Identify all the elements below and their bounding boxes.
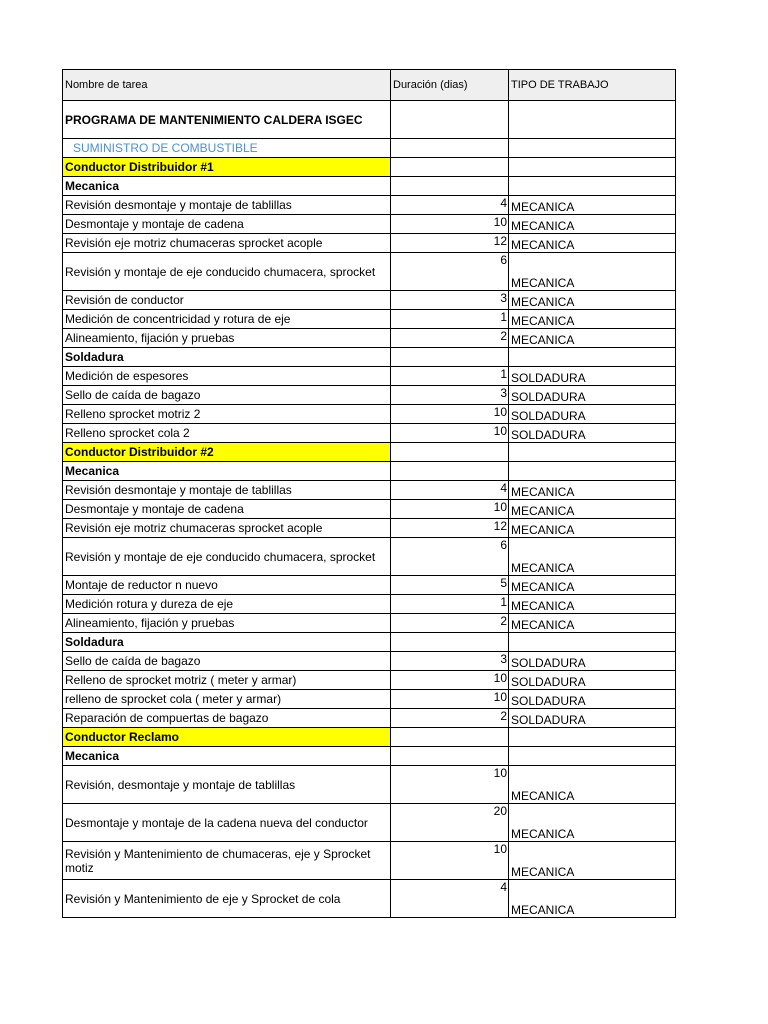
task-name: Revisión de conductor (63, 291, 391, 310)
table-row (63, 329, 676, 348)
task-name: Revisión y Mantenimiento de eje y Sprocket de cola (63, 880, 391, 918)
task-duration: 4 (391, 481, 509, 500)
task-work-type: MECANICA (509, 842, 676, 880)
task-duration: 10 (391, 424, 509, 443)
task-work-type: MECANICA (509, 253, 676, 291)
task-work-type: MECANICA (509, 576, 676, 595)
task-work-type: MECANICA (509, 500, 676, 519)
task-name: Montaje de reductor n nuevo (63, 576, 391, 595)
task-duration: 5 (391, 576, 509, 595)
table-row (63, 614, 676, 633)
table-row (63, 386, 676, 405)
task-name: Alineamiento, fijación y pruebas (63, 614, 391, 633)
task-work-type: SOLDADURA (509, 709, 676, 728)
task-duration: 2 (391, 329, 509, 348)
task-duration (391, 443, 509, 462)
program-title: PROGRAMA DE MANTENIMIENTO CALDERA ISGEC (63, 101, 391, 139)
task-name: Medición de concentricidad y rotura de eje (63, 310, 391, 329)
task-name: Relleno de sprocket motriz ( meter y armar) (63, 671, 391, 690)
group-row (63, 158, 676, 177)
task-work-type (509, 462, 676, 481)
task-duration: 12 (391, 519, 509, 538)
table-row (63, 215, 676, 234)
category-name: Mecanica (63, 462, 391, 481)
task-work-type (509, 348, 676, 367)
table-row (63, 253, 676, 291)
category-name: Soldadura (63, 633, 391, 652)
task-work-type (509, 158, 676, 177)
group-name: Conductor Distribuidor #2 (63, 443, 391, 462)
category-row (63, 348, 676, 367)
table-row (63, 595, 676, 614)
task-duration: 12 (391, 234, 509, 253)
task-work-type: SOLDADURA (509, 424, 676, 443)
task-name: Medición rotura y dureza de eje (63, 595, 391, 614)
task-name: relleno de sprocket cola ( meter y armar) (63, 690, 391, 709)
task-work-type (509, 633, 676, 652)
task-name: Revisión y montaje de eje conducido chumacera, sprocket (63, 253, 391, 291)
task-name: Relleno sprocket cola 2 (63, 424, 391, 443)
task-duration: 10 (391, 842, 509, 880)
program-title-row (63, 101, 676, 139)
table-row (63, 367, 676, 386)
task-duration: 10 (391, 690, 509, 709)
task-name: Revisión desmontaje y montaje de tablillas (63, 481, 391, 500)
task-duration (391, 633, 509, 652)
table-row (63, 310, 676, 329)
table-row (63, 196, 676, 215)
task-work-type: MECANICA (509, 196, 676, 215)
task-name: Revisión y Mantenimiento de chumaceras, eje y Sprocket motiz (63, 842, 391, 880)
task-work-type: SOLDADURA (509, 671, 676, 690)
task-duration: 2 (391, 614, 509, 633)
table-row (63, 291, 676, 310)
group-name: Conductor Distribuidor #1 (63, 158, 391, 177)
category-name: Soldadura (63, 348, 391, 367)
task-name: Relleno sprocket motriz 2 (63, 405, 391, 424)
table-row (63, 519, 676, 538)
table-row (63, 652, 676, 671)
task-work-type: SOLDADURA (509, 386, 676, 405)
task-duration: 6 (391, 253, 509, 291)
task-duration: 3 (391, 386, 509, 405)
table-row (63, 405, 676, 424)
task-work-type: SOLDADURA (509, 367, 676, 386)
task-work-type: MECANICA (509, 595, 676, 614)
task-work-type (509, 443, 676, 462)
task-name: Sello de caída de bagazo (63, 652, 391, 671)
header-task-name: Nombre de tarea (63, 70, 391, 101)
task-work-type (509, 728, 676, 747)
task-duration: 1 (391, 595, 509, 614)
task-work-type (509, 177, 676, 196)
task-work-type: MECANICA (509, 291, 676, 310)
category-row (63, 747, 676, 766)
task-duration: 1 (391, 367, 509, 386)
task-duration: 3 (391, 652, 509, 671)
section-title: SUMINISTRO DE COMBUSTIBLE (63, 139, 391, 158)
task-work-type: SOLDADURA (509, 652, 676, 671)
task-name: Reparación de compuertas de bagazo (63, 709, 391, 728)
task-duration (391, 158, 509, 177)
task-name: Revisión, desmontaje y montaje de tablillas (63, 766, 391, 804)
header-work-type: TIPO DE TRABAJO (509, 70, 676, 101)
table-row (63, 766, 676, 804)
task-name: Alineamiento, fijación y pruebas (63, 329, 391, 348)
table-row (63, 804, 676, 842)
task-name: Desmontaje y montaje de cadena (63, 500, 391, 519)
category-row (63, 177, 676, 196)
task-work-type: SOLDADURA (509, 405, 676, 424)
task-duration (391, 177, 509, 196)
task-work-type: MECANICA (509, 481, 676, 500)
table-row (63, 481, 676, 500)
task-name: Revisión eje motriz chumaceras sprocket acople (63, 234, 391, 253)
task-duration: 20 (391, 804, 509, 842)
task-name: Desmontaje y montaje de cadena (63, 215, 391, 234)
section-row (63, 139, 676, 158)
table-row (63, 709, 676, 728)
task-duration: 6 (391, 538, 509, 576)
task-name: Revisión eje motriz chumaceras sprocket acople (63, 519, 391, 538)
task-work-type (509, 747, 676, 766)
task-work-type: MECANICA (509, 614, 676, 633)
table-row (63, 690, 676, 709)
table-row (63, 538, 676, 576)
category-row (63, 462, 676, 481)
table-row (63, 671, 676, 690)
maintenance-table (62, 69, 676, 918)
task-duration: 1 (391, 310, 509, 329)
table-row (63, 500, 676, 519)
task-duration: 10 (391, 405, 509, 424)
header-row (63, 70, 676, 101)
task-work-type: MECANICA (509, 880, 676, 918)
group-row (63, 728, 676, 747)
task-duration: 10 (391, 215, 509, 234)
task-name: Desmontaje y montaje de la cadena nueva del conductor (63, 804, 391, 842)
category-row (63, 633, 676, 652)
header-duration: Duración (dias) (391, 70, 509, 101)
task-work-type: SOLDADURA (509, 690, 676, 709)
task-duration: 2 (391, 709, 509, 728)
table-row (63, 880, 676, 918)
group-name: Conductor Reclamo (63, 728, 391, 747)
task-work-type: MECANICA (509, 804, 676, 842)
task-work-type: MECANICA (509, 329, 676, 348)
table-row (63, 576, 676, 595)
task-work-type: MECANICA (509, 519, 676, 538)
task-work-type: MECANICA (509, 766, 676, 804)
table-row (63, 424, 676, 443)
task-name: Medición de espesores (63, 367, 391, 386)
category-name: Mecanica (63, 177, 391, 196)
task-duration: 4 (391, 196, 509, 215)
task-name: Sello de caída de bagazo (63, 386, 391, 405)
task-name: Revisión y montaje de eje conducido chumacera, sprocket (63, 538, 391, 576)
task-duration (391, 728, 509, 747)
task-work-type: MECANICA (509, 234, 676, 253)
table-row (63, 842, 676, 880)
category-name: Mecanica (63, 747, 391, 766)
task-duration: 10 (391, 671, 509, 690)
task-work-type: MECANICA (509, 215, 676, 234)
task-duration (391, 462, 509, 481)
task-duration: 3 (391, 291, 509, 310)
task-name: Revisión desmontaje y montaje de tablillas (63, 196, 391, 215)
task-duration: 10 (391, 766, 509, 804)
task-duration (391, 348, 509, 367)
group-row (63, 443, 676, 462)
task-duration: 10 (391, 500, 509, 519)
task-work-type: MECANICA (509, 538, 676, 576)
task-duration: 4 (391, 880, 509, 918)
task-duration (391, 747, 509, 766)
task-work-type: MECANICA (509, 310, 676, 329)
table-row (63, 234, 676, 253)
